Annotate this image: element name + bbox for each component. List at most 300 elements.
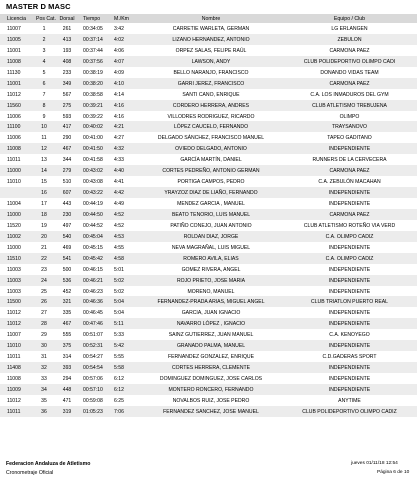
footer-org: Federacion Andaluza de Atletismo: [6, 461, 91, 467]
pos-cat-cell: 12: [41, 146, 47, 153]
licencia-cell: 11408: [7, 365, 21, 372]
col-tiempo: Tiempo: [83, 16, 101, 22]
nombre-cell: LAWSON, ANDY: [191, 58, 231, 65]
table-row: [0, 78, 417, 89]
mkm-cell: 5:58: [114, 365, 124, 372]
licencia-cell: 11011: [7, 408, 21, 415]
licencia-cell: 11002: [7, 233, 21, 240]
table-row: [0, 318, 417, 329]
pos-cat-cell: 11: [41, 135, 47, 142]
mkm-cell: 4:21: [114, 124, 124, 131]
equipo-cell: INDEPENDIENTE: [328, 266, 371, 273]
dorsal-cell: 469: [62, 244, 72, 251]
equipo-cell: C.A. ZEBULÓN MACAHAN: [318, 179, 381, 186]
equipo-cell: RUNNERS DE LA CERVECERA: [312, 157, 387, 164]
table-row: [0, 253, 417, 264]
mkm-cell: 4:33: [114, 157, 124, 164]
equipo-cell: INDEPENDIENTE: [328, 277, 371, 284]
pos-cat-cell: 17: [41, 201, 47, 207]
table-row: [0, 286, 417, 297]
tiempo-cell: 00:46:45: [83, 310, 103, 317]
nombre-cell: ROLDAN DIAZ, JORGE: [183, 233, 239, 240]
table-row: [0, 231, 417, 242]
footer-page: Página 6 de 10: [377, 470, 410, 475]
licencia-cell: 11006: [7, 135, 21, 142]
licencia-cell: 11003: [7, 288, 21, 295]
tiempo-cell: 00:46:21: [83, 277, 103, 284]
licencia-cell: 11003: [7, 277, 21, 284]
pos-cat-cell: 30: [41, 343, 47, 350]
tiempo-cell: 00:46:23: [83, 288, 103, 295]
tiempo-cell: 00:43:22: [83, 190, 103, 197]
equipo-cell: INDEPENDIENTE: [328, 146, 371, 153]
table-row: [0, 187, 417, 198]
licencia-cell: 11009: [7, 386, 21, 393]
nombre-cell: CARRETIE WARLETA, GERMAN: [172, 26, 250, 32]
mkm-cell: 6:12: [114, 376, 124, 382]
footer-sub: Cronometraje Oficial: [6, 470, 54, 476]
nombre-cell: LÓPEZ CAUCELO, FERNANDO: [173, 124, 249, 131]
mkm-cell: 5:04: [114, 299, 124, 306]
licencia-cell: 11003: [7, 266, 21, 273]
table-row: [0, 34, 417, 45]
equipo-cell: INDEPENDIENTE: [328, 288, 371, 295]
mkm-cell: 4:16: [114, 113, 124, 120]
dorsal-cell: 375: [62, 343, 72, 350]
mkm-cell: 4:02: [114, 36, 124, 43]
nombre-cell: DOMINGUEZ DOMINGUEZ, JOSE CARLOS: [159, 376, 263, 382]
nombre-cell: BELLO NARANJO, FRANCISCO: [173, 69, 249, 76]
dorsal-cell: 555: [62, 332, 72, 339]
table-row: [0, 198, 417, 209]
pos-cat-cell: 21: [41, 244, 47, 251]
results-table: [0, 23, 417, 417]
licencia-cell: 11500: [7, 299, 21, 306]
mkm-cell: 4:55: [114, 244, 124, 251]
licencia-cell: 11007: [7, 332, 21, 339]
nombre-cell: SAINZ GUTIERREZ, JUAN MANUEL: [168, 332, 254, 339]
table-row: [0, 176, 417, 187]
tiempo-cell: 00:37:14: [83, 36, 103, 43]
mkm-cell: 4:27: [114, 135, 124, 142]
nombre-cell: ORPEZ SALAS, FELIPE RAÚL: [175, 47, 247, 54]
tiempo-cell: 00:51:07: [83, 332, 103, 339]
licencia-cell: 11008: [7, 146, 21, 153]
table-row: [0, 132, 417, 143]
pos-cat-cell: 22: [41, 255, 47, 262]
equipo-cell: C.A. OLIMPO CADIZ: [325, 233, 374, 240]
dorsal-cell: 294: [62, 376, 72, 382]
col-nombre: Nombre: [201, 16, 221, 22]
equipo-cell: INDEPENDIENTE: [328, 386, 371, 393]
table-row: [0, 384, 417, 395]
dorsal-cell: 349: [62, 80, 72, 87]
licencia-cell: 11001: [7, 47, 21, 54]
col-dorsal: Dorsal: [59, 16, 75, 22]
tiempo-cell: 00:54:54: [83, 365, 103, 372]
equipo-cell: INDEPENDIENTE: [328, 244, 371, 251]
equipo-cell: INDEPENDIENTE: [328, 321, 371, 328]
mkm-cell: 4:49: [114, 201, 124, 207]
dorsal-cell: 193: [62, 47, 72, 54]
mkm-cell: 4:14: [114, 91, 124, 98]
table-row: [0, 111, 417, 122]
dorsal-cell: 448: [62, 386, 72, 393]
licencia-cell: 11130: [7, 69, 21, 76]
equipo-cell: TAPEO GADITANO: [327, 135, 372, 142]
equipo-cell: INDEPENDIENTE: [328, 190, 371, 197]
equipo-cell: ZEBULON: [337, 36, 362, 43]
mkm-cell: 4:16: [114, 102, 124, 109]
dorsal-cell: 540: [62, 233, 72, 240]
licencia-cell: 11012: [7, 91, 21, 98]
licencia-cell: 11000: [7, 244, 21, 251]
licencia-cell: 11008: [7, 376, 21, 382]
licencia-cell: 11520: [7, 222, 21, 229]
nombre-cell: DELGADO SÁNCHEZ, FRANCISCO MANUEL: [157, 135, 265, 142]
pos-cat-cell: 20: [41, 233, 47, 240]
pos-cat-cell: 24: [41, 277, 47, 284]
mkm-cell: 4:53: [114, 233, 124, 240]
table-row: [0, 220, 417, 231]
tiempo-cell: 00:45:42: [83, 255, 103, 262]
table-row: [0, 56, 417, 67]
pos-cat-cell: 36: [41, 408, 47, 415]
dorsal-cell: 417: [62, 124, 72, 131]
table-row: [0, 45, 417, 56]
nombre-cell: PATIÑO CONEJO, JUAN ANTONIO: [170, 222, 252, 229]
pos-cat-cell: 2: [42, 36, 46, 43]
pos-cat-cell: 25: [41, 288, 47, 295]
tiempo-cell: 00:39:22: [83, 113, 103, 120]
licencia-cell: 11008: [7, 58, 21, 65]
nombre-cell: OVIEDO DELGADO, ANTONIO: [175, 146, 247, 153]
licencia-cell: 11007: [7, 26, 21, 32]
dorsal-cell: 607: [62, 190, 72, 197]
licencia-cell: 11005: [7, 36, 21, 43]
nombre-cell: LIZANO HERNANDEZ, ANTONIO: [172, 36, 250, 43]
table-row: [0, 275, 417, 286]
tiempo-cell: 00:47:46: [83, 321, 103, 328]
dorsal-cell: 536: [62, 277, 72, 284]
mkm-cell: 3:42: [114, 26, 124, 32]
pos-cat-cell: 33: [41, 376, 47, 382]
nombre-cell: ROMERO AVILA, ELIAS: [183, 255, 239, 262]
table-row: [0, 121, 417, 132]
tiempo-cell: 00:59:08: [83, 397, 103, 404]
equipo-cell: LG ERLANGEN: [331, 26, 368, 32]
dorsal-cell: 319: [62, 408, 72, 415]
equipo-cell: DONANDO VIDAS TEAM: [320, 69, 379, 76]
table-row: [0, 89, 417, 100]
nombre-cell: PORTIGA CAMPOS, PEDRO: [177, 179, 245, 186]
mkm-cell: 4:07: [114, 58, 124, 65]
nombre-cell: CORTES HERRERA, CLEMENTE: [171, 365, 251, 372]
licencia-cell: 11010: [7, 179, 21, 186]
table-row: [0, 307, 417, 318]
tiempo-cell: 00:37:56: [83, 58, 103, 65]
tiempo-cell: 00:44:19: [83, 201, 103, 207]
pos-cat-cell: 6: [42, 80, 46, 87]
pos-cat-cell: 1: [42, 26, 46, 32]
tiempo-cell: 00:57:06: [83, 376, 103, 382]
pos-cat-cell: 18: [41, 211, 47, 218]
equipo-cell: C.A. OLIMPO CADIZ: [325, 255, 374, 262]
licencia-cell: 11012: [7, 321, 21, 328]
nombre-cell: FERNANDEZ-PRADA ARIAS, MIGUEL ANGEL: [157, 299, 265, 306]
mkm-cell: 6:12: [114, 386, 124, 393]
dorsal-cell: 567: [62, 91, 72, 98]
licencia-cell: 11010: [7, 343, 21, 350]
mkm-cell: 5:33: [114, 332, 124, 339]
tiempo-cell: 01:05:23: [83, 408, 103, 415]
nombre-cell: YRAYZOZ DIAZ DE LIAÑO, FERNANDO: [164, 190, 258, 197]
tiempo-cell: 00:52:31: [83, 343, 103, 350]
licencia-cell: 11100: [7, 124, 21, 131]
licencia-cell: 11560: [7, 102, 21, 109]
nombre-cell: MORENO, MANUEL: [187, 288, 235, 295]
equipo-cell: CLUB ATLETISMO ROTEÑO VIA VERD: [303, 222, 396, 229]
equipo-cell: INDEPENDIENTE: [328, 201, 371, 207]
page-title: MASTER D MASC: [6, 2, 71, 11]
equipo-cell: CLUB POLIDEPORTIVO OLIMPO CADI: [303, 58, 396, 65]
pos-cat-cell: 5: [42, 69, 46, 76]
table-row: [0, 406, 417, 417]
equipo-cell: CARMONA PAEZ: [329, 168, 370, 175]
equipo-cell: CLUB POLIDEPORTIVO OLIMPO CADIZ: [302, 408, 397, 415]
licencia-cell: 11012: [7, 397, 21, 404]
mkm-cell: 4:32: [114, 146, 124, 153]
equipo-cell: INDEPENDIENTE: [328, 310, 371, 317]
mkm-cell: 5:11: [114, 321, 124, 328]
mkm-cell: 5:01: [114, 266, 124, 273]
equipo-cell: ANYTIME: [338, 397, 361, 404]
pos-cat-cell: 4: [42, 58, 46, 65]
mkm-cell: 4:41: [114, 179, 124, 186]
tiempo-cell: 00:46:15: [83, 266, 103, 273]
dorsal-cell: 541: [62, 255, 72, 262]
licencia-cell: 11004: [7, 201, 21, 207]
tiempo-cell: 00:37:44: [83, 47, 103, 54]
dorsal-cell: 452: [62, 288, 72, 295]
pos-cat-cell: 7: [42, 91, 46, 98]
tiempo-cell: 00:57:10: [83, 386, 103, 393]
pos-cat-cell: 19: [41, 222, 47, 229]
table-row: [0, 395, 417, 406]
equipo-cell: INDEPENDIENTE: [328, 376, 371, 382]
nombre-cell: NOVALBOS RUIZ, JOSE PEDRO: [172, 397, 250, 404]
table-row: [0, 264, 417, 275]
nombre-cell: CORDERO HERRERA, ANDRES: [172, 102, 250, 109]
pos-cat-cell: 35: [41, 397, 47, 404]
nombre-cell: GARCÍA MARTÍN, DANIEL: [180, 157, 242, 164]
col-licencia: Licencia: [7, 16, 27, 22]
pos-cat-cell: 29: [41, 332, 47, 339]
equipo-cell: C.A. LOS INMADUROS DEL GYM: [310, 91, 389, 98]
table-row: [0, 362, 417, 373]
tiempo-cell: 00:41:58: [83, 157, 103, 164]
tiempo-cell: 00:44:50: [83, 211, 103, 218]
tiempo-cell: 00:45:15: [83, 244, 103, 251]
licencia-cell: 11011: [7, 157, 21, 164]
dorsal-cell: 510: [62, 179, 72, 186]
table-row: [0, 143, 417, 154]
tiempo-cell: 00:43:02: [83, 168, 103, 175]
tiempo-cell: 00:38:20: [83, 80, 103, 87]
dorsal-cell: 344: [62, 157, 72, 164]
dorsal-cell: 261: [62, 26, 72, 32]
pos-cat-cell: 13: [41, 157, 47, 164]
dorsal-cell: 314: [62, 354, 72, 361]
mkm-cell: 5:04: [114, 310, 124, 317]
dorsal-cell: 467: [62, 146, 72, 153]
pos-cat-cell: 31: [41, 354, 47, 361]
dorsal-cell: 233: [62, 69, 72, 76]
nombre-cell: FERNANDEZ SANCHEZ, JOSE MANUEL: [163, 408, 259, 415]
pos-cat-cell: 26: [41, 299, 47, 306]
equipo-cell: OLIMPO: [339, 113, 360, 120]
dorsal-cell: 467: [62, 321, 72, 328]
dorsal-cell: 500: [62, 266, 72, 273]
mkm-cell: 5:55: [114, 354, 124, 361]
pos-cat-cell: 15: [41, 179, 47, 186]
dorsal-cell: 230: [62, 211, 72, 218]
dorsal-cell: 593: [62, 113, 72, 120]
dorsal-cell: 408: [62, 58, 72, 65]
table-row: [0, 242, 417, 253]
table-row: [0, 23, 417, 34]
pos-cat-cell: 9: [42, 113, 46, 120]
dorsal-cell: 413: [62, 36, 72, 43]
equipo-cell: CLUB ATLETISMO TREBUJENA: [312, 102, 387, 109]
equipo-cell: INDEPENDIENTE: [328, 365, 371, 372]
dorsal-cell: 393: [62, 365, 72, 372]
nombre-cell: VILLODRES RODRIGUEZ, RICARDO: [167, 113, 255, 120]
dorsal-cell: 335: [62, 310, 72, 317]
table-row: [0, 329, 417, 340]
mkm-cell: 4:58: [114, 255, 124, 262]
pos-cat-cell: 3: [42, 47, 46, 54]
tiempo-cell: 00:40:02: [83, 124, 103, 131]
nombre-cell: MENDEZ GARCIA , MANUEL: [177, 201, 245, 207]
nombre-cell: ROJO PRIETO, JOSE MARIA: [176, 277, 246, 284]
nombre-cell: NAVARRO LÓPEZ , IGNACIO: [176, 321, 246, 328]
col-pos-cat: Pos Cat.: [36, 16, 56, 22]
tiempo-cell: 00:54:27: [83, 354, 103, 361]
dorsal-cell: 290: [62, 135, 72, 142]
mkm-cell: 4:06: [114, 47, 124, 54]
table-row: [0, 100, 417, 111]
table-row: [0, 373, 417, 384]
equipo-cell: CARMONA PAEZ: [329, 80, 370, 87]
tiempo-cell: 00:45:04: [83, 233, 103, 240]
table-row: [0, 165, 417, 176]
col-equipo: Equipo / Club: [333, 16, 366, 22]
table-row: [0, 296, 417, 307]
mkm-cell: 4:10: [114, 80, 124, 87]
table-row: [0, 154, 417, 165]
nombre-cell: GOMEZ RIVERA, ANGEL: [181, 266, 241, 273]
nombre-cell: NEVA MAGRAÑAL, LUIS MIGUEL: [171, 244, 251, 251]
equipo-cell: INDEPENDIENTE: [328, 343, 371, 350]
mkm-cell: 4:52: [114, 211, 124, 218]
nombre-cell: GARCIA, JUAN IGNACIO: [181, 310, 241, 317]
tiempo-cell: 00:41:00: [83, 135, 103, 142]
nombre-cell: FERNANDEZ GONZALEZ, ENRIQUE: [167, 354, 255, 361]
dorsal-cell: 471: [62, 397, 72, 404]
licencia-cell: 11006: [7, 113, 21, 120]
nombre-cell: MONTERO RONCERO, FERNANDO: [168, 386, 254, 393]
tiempo-cell: 00:46:36: [83, 299, 103, 306]
table-row: [0, 351, 417, 362]
col-mkm: M./Km: [114, 16, 129, 22]
dorsal-cell: 275: [62, 102, 72, 109]
dorsal-cell: 443: [62, 201, 72, 207]
table-row: [0, 67, 417, 78]
pos-cat-cell: 10: [41, 124, 47, 131]
mkm-cell: 5:02: [114, 288, 124, 295]
tiempo-cell: 00:34:05: [83, 26, 103, 32]
table-row: [0, 209, 417, 220]
licencia-cell: 11001: [7, 80, 21, 87]
tiempo-cell: 00:38:58: [83, 91, 103, 98]
nombre-cell: SANTI CANO, ENRIQUE: [182, 91, 240, 98]
pos-cat-cell: 16: [41, 190, 47, 197]
equipo-cell: TRAYSANOVO: [331, 124, 367, 131]
mkm-cell: 4:42: [114, 190, 124, 197]
licencia-cell: 11510: [7, 255, 21, 262]
licencia-cell: 11000: [7, 211, 21, 218]
mkm-cell: 5:42: [114, 343, 124, 350]
pos-cat-cell: 34: [41, 386, 47, 393]
pos-cat-cell: 23: [41, 266, 47, 273]
mkm-cell: 7:06: [114, 408, 124, 415]
tiempo-cell: 00:39:21: [83, 102, 103, 109]
mkm-cell: 4:09: [114, 69, 124, 76]
pos-cat-cell: 8: [42, 102, 46, 109]
table-header: [0, 14, 417, 23]
pos-cat-cell: 14: [41, 168, 47, 175]
pos-cat-cell: 28: [41, 321, 47, 328]
licencia-cell: 11011: [7, 354, 21, 361]
equipo-cell: C.D.GADERAS SPORT: [322, 354, 377, 361]
dorsal-cell: 279: [62, 168, 72, 175]
table-row: [0, 340, 417, 351]
dorsal-cell: 497: [62, 222, 72, 229]
dorsal-cell: 321: [62, 299, 72, 306]
tiempo-cell: 00:44:52: [83, 222, 103, 229]
mkm-cell: 5:02: [114, 277, 124, 284]
tiempo-cell: 00:38:19: [83, 69, 103, 76]
tiempo-cell: 00:41:50: [83, 146, 103, 153]
licencia-cell: 11000: [7, 168, 21, 175]
tiempo-cell: 00:43:08: [83, 179, 103, 186]
nombre-cell: CORTES PEDREÑO, ANTONIO GERMAN: [162, 168, 260, 175]
nombre-cell: BEATO TENORIO, LUIS MANUEL: [171, 211, 251, 218]
equipo-cell: CARMONA PAEZ: [329, 47, 370, 54]
nombre-cell: GARRI JEREZ, FRANCISCO: [177, 80, 245, 87]
licencia-cell: 11012: [7, 310, 21, 317]
equipo-cell: C.A. KENOYEGO: [329, 332, 370, 339]
mkm-cell: 4:40: [114, 168, 124, 175]
mkm-cell: 4:52: [114, 222, 124, 229]
equipo-cell: CARMONA PAEZ: [329, 211, 370, 218]
equipo-cell: CLUB TRIATLON PUERTO REAL: [311, 299, 388, 306]
nombre-cell: GRANADO PALMA, MANUEL: [176, 343, 246, 350]
pos-cat-cell: 27: [41, 310, 47, 317]
footer-date: jueves 01/11/18 12:54: [351, 461, 398, 466]
mkm-cell: 6:25: [114, 397, 124, 404]
